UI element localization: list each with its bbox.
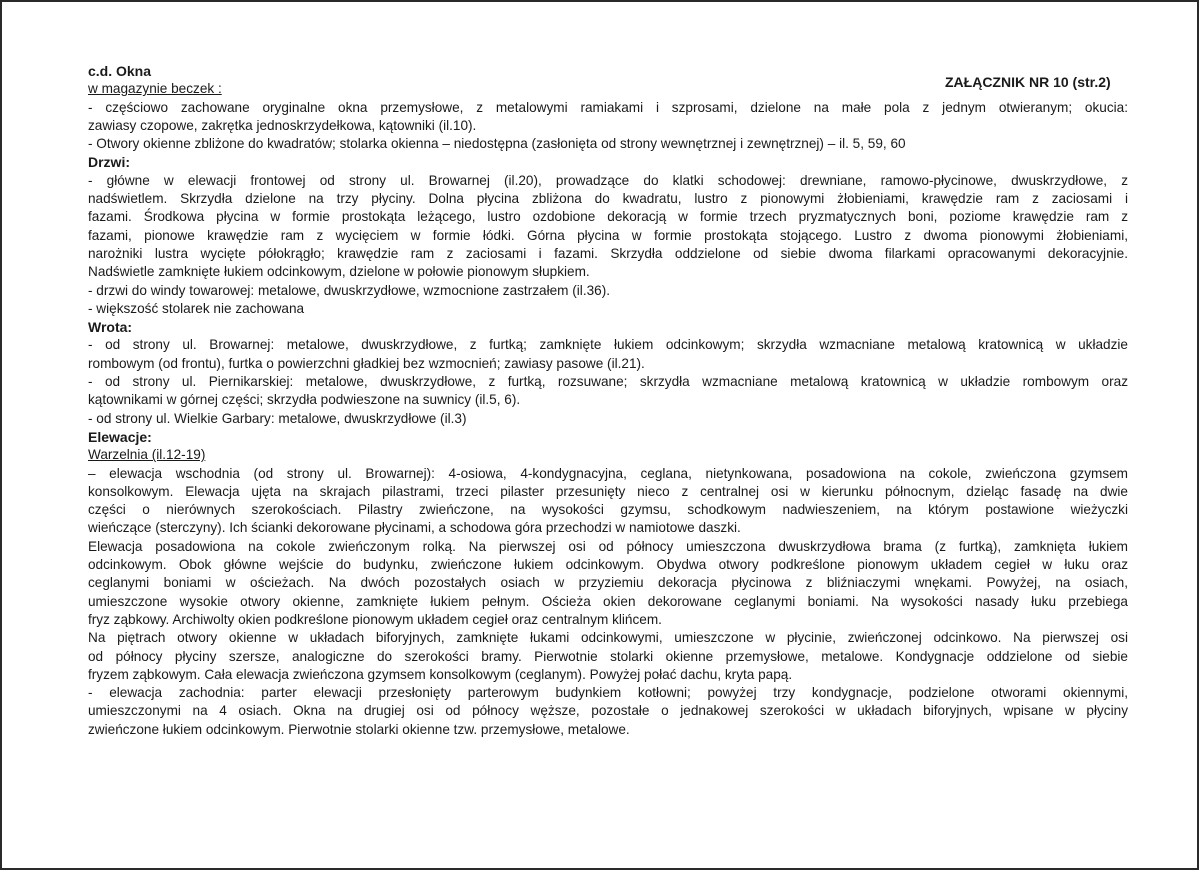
text-line xyxy=(88,648,1128,666)
subsection-heading xyxy=(88,446,1128,464)
text-line xyxy=(88,190,1128,208)
text-line xyxy=(88,172,1128,190)
text-line-text: - częściowo zachowane oryginalne okna przemysłowe, z metalowymi ramiakami i szprosami, dzielone na małe pola z jednym otwieranym; okucia: xyxy=(88,99,1128,115)
subsection-heading-text: Warzelnia (il.12-19) xyxy=(88,447,206,463)
text-line xyxy=(88,702,1128,720)
text-line xyxy=(88,410,1128,428)
text-line xyxy=(88,245,1128,263)
text-line xyxy=(88,501,1128,519)
text-line-text: zawiasy czopowe, zakrętka jednoskrzydełkowa, kątowniki (il.10). xyxy=(88,117,477,133)
text-line xyxy=(88,519,1128,537)
section-heading xyxy=(88,318,1128,336)
text-line xyxy=(88,227,1128,245)
text-line xyxy=(88,556,1128,574)
text-line-text: nadświetlem. Skrzydła dzielone na trzy płyciny. Dolna płycina zbliżona do kwadratu, lustro z pionowymi żłobieniami, krawędzie ram z zaciosami i xyxy=(88,191,1128,207)
text-line xyxy=(88,666,1128,684)
section-heading-text: Elewacje: xyxy=(88,428,152,445)
subsection-heading-text: w magazynie beczek : xyxy=(88,81,222,97)
text-line-text: - większość stolarek nie zachowana xyxy=(88,300,305,316)
text-line-text: fazami. Środkowa płycina w formie prostokąta leżącego, lustro ozdobione dekoracją w formie trzech pryzmatycznych boni, poziome krawędzie ram z xyxy=(88,209,1128,225)
section-heading xyxy=(88,62,1128,80)
text-line-text: - elewacja zachodnia: parter elewacji przesłonięty parterowym budynkiem kotłowni; powyżej trzy kondygnacje, podzielone otworami okiennymi, xyxy=(88,685,1128,701)
text-line xyxy=(88,593,1128,611)
text-line-text: fryz ząbkowy. Archiwolty okien podkreślone pionowym układem cegieł oraz centralnym klińcem. xyxy=(88,611,662,627)
text-line-text: - od strony ul. Browarnej: metalowe, dwuskrzydłowe, z furtką; zamknięte łukiem odcinkowym; skrzydła wzmacniane metalową kratownicą w układzie xyxy=(88,337,1128,353)
text-line xyxy=(88,721,1128,739)
text-line xyxy=(88,355,1128,373)
text-line xyxy=(88,465,1128,483)
text-line-text: umieszczonymi na 4 osiach. Okna na drugiej osi od północy węższe, pozostałe o jednakowej szerokości w układach biforyjnych, wpisane w płyciny xyxy=(88,703,1128,719)
text-line-text: części o nierównych szerokościach. Pilastry zwieńczone, na wysokości gzymsu, schodkowym nadwieszeniem, na którym postawione wieżyczki xyxy=(88,502,1128,518)
text-line xyxy=(88,611,1128,629)
text-line xyxy=(88,99,1128,117)
text-line-text: odcinkowym. Obok główne wejście do budynku, zwieńczone łukiem odcinkowym. Obydwa otwory podkreślone pionowym układem cegieł w łuku oraz xyxy=(88,557,1128,573)
text-line-text: wieńczące (sterczyny). Ich ścianki dekorowane płycinami, a schodowa góra przechodzi w namiotowe daszki. xyxy=(88,520,741,536)
text-line xyxy=(88,282,1128,300)
text-line xyxy=(88,208,1128,226)
document-body xyxy=(88,62,1128,739)
text-line-text: narożniki lustra wycięte półokrągło; krawędzie ram z zaciosami i fazami. Skrzydła oddzielone od siebie dwoma filarkami opracowanymi dekoracyjnie. xyxy=(88,245,1128,261)
text-line-text: zwieńczone łukiem odcinkowym. Pierwotnie stolarki okienne tzw. przemysłowe, metalowe. xyxy=(88,721,630,737)
section-heading xyxy=(88,428,1128,446)
text-line-text: fryzem ząbkowym. Cała elewacja zwieńczona gzymsem konsolkowym (ceglanym). Powyżej połać dachu, kryta papą. xyxy=(88,666,793,682)
text-line-text: - od strony ul. Wielkie Garbary: metalowe, dwuskrzydłowe (il.3) xyxy=(88,410,467,426)
text-line xyxy=(88,135,1128,153)
text-line xyxy=(88,538,1128,556)
text-line xyxy=(88,629,1128,647)
section-heading xyxy=(88,153,1128,171)
section-heading-text: Wrota: xyxy=(88,319,133,336)
text-line xyxy=(88,300,1128,318)
text-line-text: – elewacja wschodnia (od strony ul. Browarnej): 4-osiowa, 4-kondygnacyjna, ceglana, nietynkowana, posadowiona na cokole, zwieńczona gzymsem xyxy=(88,465,1128,481)
subsection-heading xyxy=(88,80,1128,98)
text-line xyxy=(88,117,1128,135)
text-line-text: Elewacja posadowiona na cokole zwieńczonym rolką. Na pierwszej osi od północy umieszczona dwuskrzydłowa brama (z furtką), zamknięta łukiem xyxy=(88,538,1128,554)
section-heading-text: c.d. Okna xyxy=(88,63,152,79)
annex-label: ZAŁĄCZNIK NR 10 (str.2) xyxy=(945,74,1111,90)
text-line-text: ceglanymi boniami w ościeżach. Na dwóch pozostałych osiach w przyziemiu dekoracja płycinowa z bliźniaczymi wnękami. Powyżej, na osiach, xyxy=(88,575,1128,591)
text-line-text: Na piętrach otwory okienne w układach biforyjnych, zamknięte łukami odcinkowymi, umieszczone w płycinie, zwieńczonej odcinkowo. Na pierwszej osi xyxy=(88,630,1128,646)
text-line-text: - od strony ul. Piernikarskiej: metalowe, dwuskrzydłowe, z furtką, rozsuwane; skrzydła wzmacniane metalową kratownicą w układzie rombowym oraz xyxy=(88,374,1128,390)
text-line xyxy=(88,483,1128,501)
text-line-text: umieszczone wysokie otwory okienne, zamknięte łukiem pełnym. Ościeża okien dekorowane ceglanymi boniami. Na wysokości nasady łuku przebiega xyxy=(88,593,1128,609)
text-line xyxy=(88,391,1128,409)
text-line xyxy=(88,684,1128,702)
text-line-text: - główne w elewacji frontowej od strony ul. Browarnej (il.20), prowadzące do klatki schodowej: drewniane, ramowo-płycinowe, dwuskrzydłowe, z xyxy=(88,172,1128,188)
text-line-text: fazami, pionowe krawędzie ram z wycięciem w formie łódki. Górna płycina w formie prostokąta stojącego. Lustro z dwoma pionowymi żłobieniami, xyxy=(88,227,1128,243)
text-line xyxy=(88,373,1128,391)
text-line-text: - drzwi do windy towarowej: metalowe, dwuskrzydłowe, wzmocnione zastrzałem (il.36). xyxy=(88,282,611,298)
section-heading-text: Drzwi: xyxy=(88,154,130,171)
text-line-text: - Otwory okienne zbliżone do kwadratów; stolarka okienna – niedostępna (zasłonięta od strony wewnętrznej i zewnętrznej) – il. 5, 59, 60 xyxy=(88,136,906,152)
text-line-text: konsolkowym. Elewacja ujęta na skrajach pilastrami, trzeci pilaster przesunięty nieco z centralnej osi w kierunku północnym, dzieląc fasadę na dwie xyxy=(88,483,1128,499)
text-line-text: kątownikami w górnej części; skrzydła podwieszone na suwnicy (il.5, 6). xyxy=(88,392,521,408)
text-line xyxy=(88,574,1128,592)
text-line-text: Nadświetle zamknięte łukiem odcinkowym, dzielone w połowie pionowym słupkiem. xyxy=(88,264,590,280)
text-line-text: rombowym (od frontu), furtka o powierzchni gładkiej bez wzmocnień; zawiasy pasowe (il.21). xyxy=(88,355,645,371)
text-line xyxy=(88,336,1128,354)
text-line xyxy=(88,263,1128,281)
text-line-text: od północy płyciny szersze, analogiczne do szerokości bramy. Pierwotnie stolarki okienne przemysłowe, metalowe. Kondygnacje oddzielone od siebie xyxy=(88,648,1128,664)
